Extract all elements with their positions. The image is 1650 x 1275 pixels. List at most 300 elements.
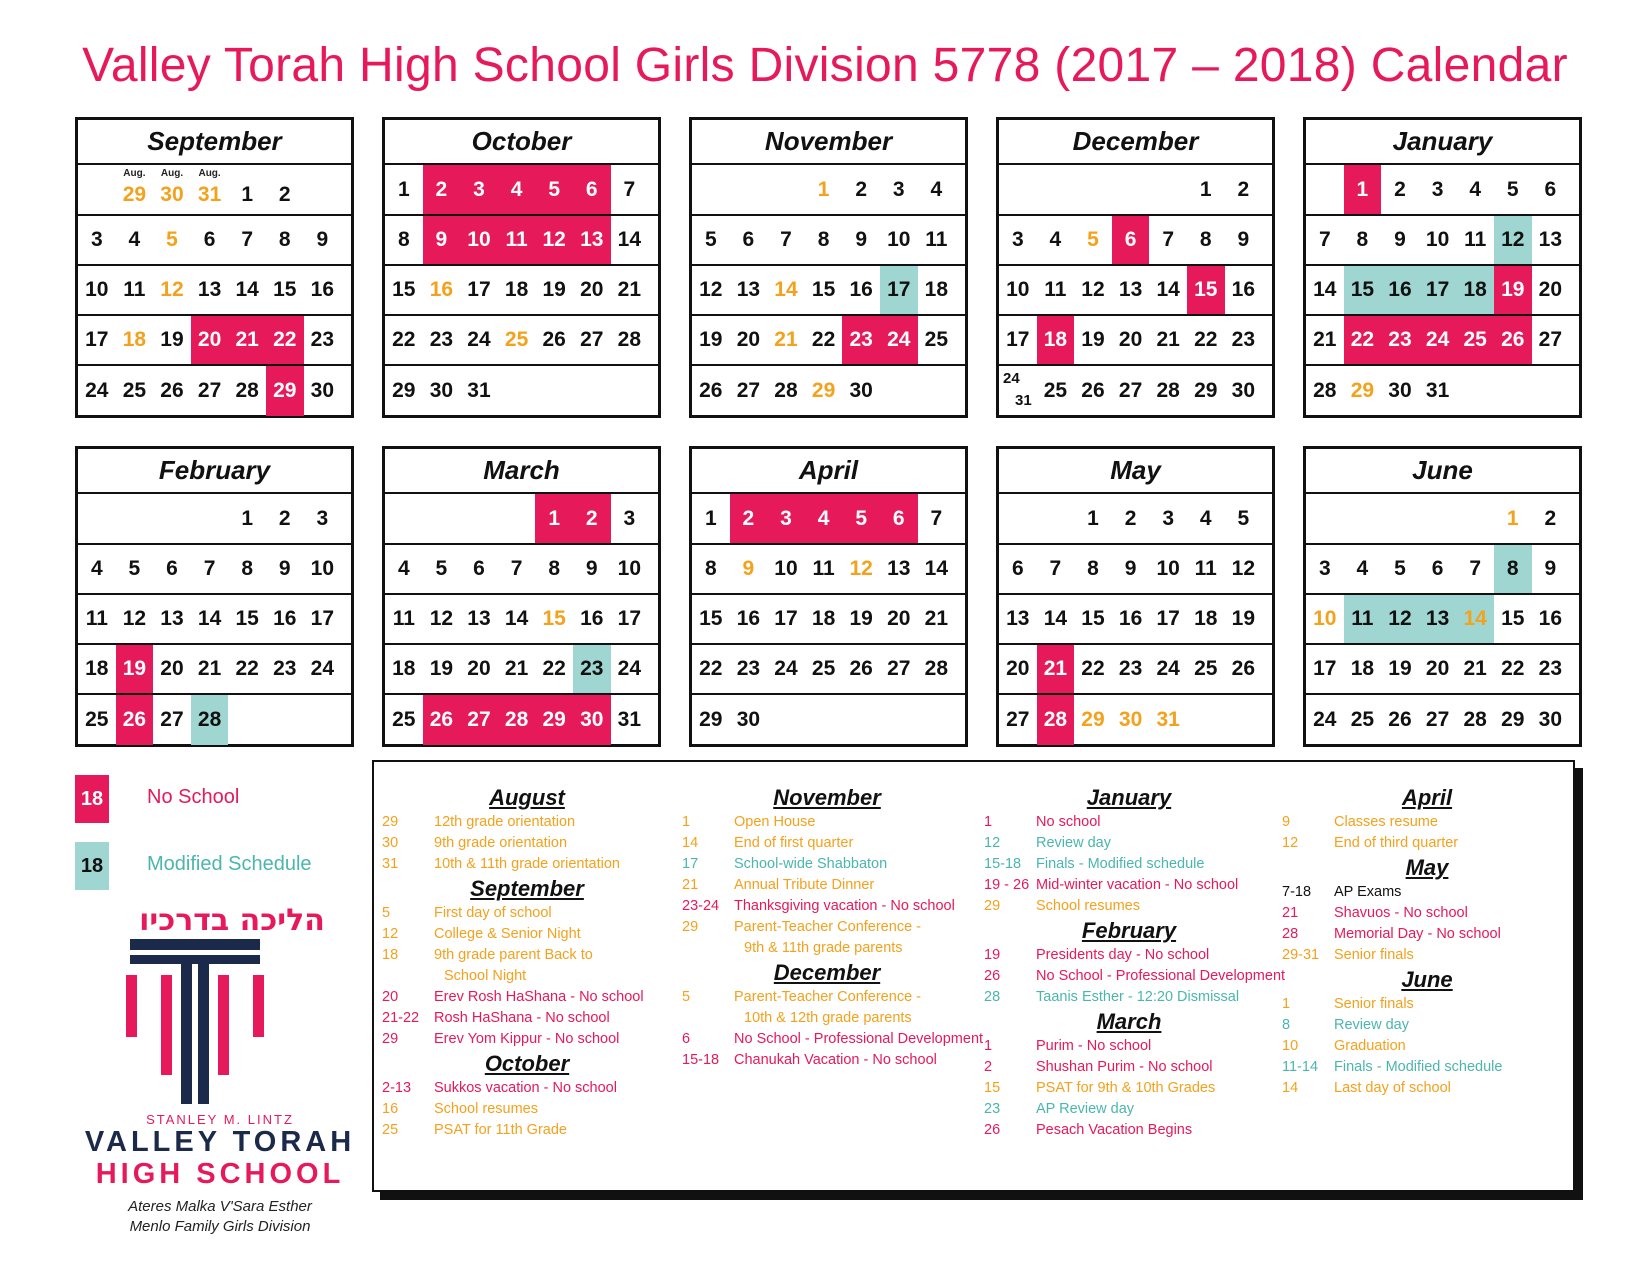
event-item bbox=[682, 833, 972, 854]
day-cell bbox=[611, 266, 649, 314]
event-date: 10 bbox=[1282, 1038, 1299, 1054]
day-number: 9 bbox=[1394, 228, 1406, 251]
day-number: 19 bbox=[1081, 328, 1105, 351]
day-cell bbox=[153, 366, 191, 416]
event-date: 2-13 bbox=[382, 1080, 412, 1096]
week-row bbox=[692, 595, 965, 645]
empty-cell bbox=[1112, 165, 1150, 214]
event-item bbox=[382, 1008, 672, 1029]
event-text: Purim - No school bbox=[1036, 1038, 1152, 1054]
week-row bbox=[692, 545, 965, 595]
day-cell bbox=[692, 595, 730, 643]
day-cell bbox=[266, 545, 304, 593]
day-cell bbox=[1381, 316, 1419, 364]
day-number: 27 bbox=[736, 379, 761, 402]
event-item bbox=[382, 903, 672, 924]
day-number: 16 bbox=[1538, 607, 1563, 630]
event-item bbox=[984, 945, 1274, 966]
week-row bbox=[999, 695, 1272, 745]
day-cell bbox=[1187, 216, 1225, 264]
day-number: 22 bbox=[1350, 328, 1375, 351]
day-number: 27 bbox=[887, 657, 911, 680]
day-number: 9 bbox=[435, 228, 448, 251]
event-date: 9 bbox=[1282, 814, 1291, 830]
prev-month-label: Aug. bbox=[160, 168, 184, 179]
event-date: 17 bbox=[682, 856, 699, 872]
week-row bbox=[78, 163, 351, 216]
day-number: 15 bbox=[235, 607, 259, 630]
prev-month-label: Aug. bbox=[198, 168, 221, 179]
day-number: 10 bbox=[467, 228, 491, 251]
event-item bbox=[1282, 833, 1572, 854]
school-division-line1: Ateres Malka V'Sara Esther bbox=[128, 1198, 312, 1215]
day-cell bbox=[692, 494, 730, 543]
event-date: 8 bbox=[1282, 1017, 1291, 1033]
event-date: 29 bbox=[382, 1031, 399, 1047]
day-cell bbox=[880, 316, 918, 364]
event-date: 19 - 26 bbox=[984, 877, 1030, 893]
day-cell bbox=[460, 216, 498, 264]
day-cell bbox=[1344, 645, 1382, 693]
day-number: 25 bbox=[811, 657, 836, 680]
day-number: 25 bbox=[1350, 708, 1375, 731]
day-cell bbox=[266, 366, 304, 416]
day-number: 6 bbox=[742, 228, 755, 251]
event-text: Taanis Esther - 12:20 Dismissal bbox=[1036, 989, 1240, 1005]
day-cell bbox=[805, 266, 843, 314]
day-cell bbox=[1494, 316, 1532, 364]
day-number: 27 bbox=[197, 379, 222, 402]
event-text: Parent-Teacher Conference - bbox=[734, 919, 921, 935]
empty-cell bbox=[1306, 494, 1344, 543]
day-cell bbox=[1225, 316, 1263, 364]
day-number: 16 bbox=[849, 278, 873, 301]
week-row bbox=[385, 216, 658, 266]
day-cell bbox=[1187, 595, 1225, 643]
empty-cell bbox=[1456, 366, 1494, 416]
day-cell bbox=[999, 695, 1037, 745]
day-number: 7 bbox=[1162, 228, 1175, 251]
day-cell bbox=[498, 595, 536, 643]
day-cell bbox=[304, 545, 342, 593]
day-number: 6 bbox=[1011, 557, 1024, 580]
day-cell bbox=[191, 266, 229, 314]
day-cell bbox=[266, 494, 304, 543]
event-text: Review day bbox=[1036, 835, 1111, 851]
day-cell bbox=[228, 645, 266, 693]
event-item bbox=[984, 896, 1274, 917]
day-number: 7 bbox=[1049, 557, 1062, 580]
day-number: 28 bbox=[617, 328, 642, 351]
day-cell bbox=[266, 216, 304, 264]
day-number: 10 bbox=[1313, 607, 1337, 630]
month-name: May bbox=[1110, 455, 1161, 485]
day-number: 20 bbox=[736, 328, 761, 351]
week-row bbox=[999, 163, 1272, 216]
day-number: 24 bbox=[1425, 328, 1450, 351]
day-number: 10 bbox=[85, 278, 109, 301]
day-cell bbox=[1187, 165, 1225, 214]
day-cell bbox=[573, 165, 611, 214]
week-row bbox=[385, 645, 658, 695]
empty-cell bbox=[880, 695, 918, 745]
empty-cell bbox=[1187, 695, 1225, 745]
day-number: 4 bbox=[1199, 506, 1212, 530]
day-cell bbox=[1112, 266, 1150, 314]
empty-cell bbox=[191, 494, 229, 543]
events-month-heading: May bbox=[1405, 855, 1449, 880]
day-cell bbox=[1494, 165, 1532, 214]
day-cell bbox=[611, 494, 649, 543]
day-cell bbox=[535, 695, 573, 745]
day-number: 29 bbox=[1194, 379, 1218, 402]
day-cell bbox=[191, 316, 229, 364]
day-number: 11 bbox=[123, 278, 146, 301]
day-number: 26 bbox=[849, 657, 873, 680]
day-number: 6 bbox=[1431, 557, 1444, 580]
day-cell bbox=[1225, 595, 1263, 643]
week-row bbox=[1306, 545, 1579, 595]
day-number: 5 bbox=[855, 506, 868, 530]
day-number: 21 bbox=[1156, 328, 1180, 351]
day-number: 8 bbox=[241, 557, 254, 580]
event-date: 26 bbox=[984, 968, 1001, 984]
event-item bbox=[682, 1050, 972, 1071]
day-cell bbox=[304, 366, 342, 416]
day-cell bbox=[423, 216, 461, 264]
page-title: Valley Torah High School Girls Division 5778 (2017 – 2018) Calendar bbox=[82, 39, 1568, 92]
day-number: 13 bbox=[1425, 607, 1450, 630]
day-cell bbox=[730, 645, 768, 693]
day-cell bbox=[1381, 216, 1419, 264]
day-number: 30 bbox=[310, 379, 335, 402]
day-number: 1 bbox=[1087, 506, 1099, 530]
day-number: 4 bbox=[90, 557, 103, 580]
day-number: 23 bbox=[1118, 657, 1143, 680]
day-number: 11 bbox=[1464, 228, 1487, 251]
day-cell bbox=[692, 316, 730, 364]
month-april bbox=[689, 446, 968, 747]
day-number: 25 bbox=[504, 328, 529, 351]
day-cell bbox=[918, 216, 956, 264]
day-cell bbox=[460, 645, 498, 693]
day-number: 14 bbox=[1463, 607, 1487, 630]
day-number: 17 bbox=[1156, 607, 1180, 630]
day-number: 31 bbox=[1425, 379, 1450, 402]
day-cell bbox=[153, 545, 191, 593]
day-number: 7 bbox=[623, 177, 636, 201]
day-number: 1 bbox=[1356, 177, 1369, 201]
day-cell bbox=[116, 216, 154, 264]
day-number: 7 bbox=[1469, 557, 1482, 580]
day-number: 11 bbox=[1044, 278, 1067, 301]
day-number: 31 bbox=[1015, 392, 1032, 409]
day-cell bbox=[78, 266, 116, 314]
event-text: AP Exams bbox=[1334, 884, 1402, 900]
day-number: 6 bbox=[1544, 177, 1557, 201]
event-text: Sukkos vacation - No school bbox=[434, 1080, 617, 1096]
event-date: 29-31 bbox=[1282, 947, 1320, 963]
day-number: 9 bbox=[316, 228, 329, 251]
day-number: 14 bbox=[197, 607, 222, 630]
event-text: Finals - Modified schedule bbox=[1036, 856, 1205, 872]
day-cell bbox=[842, 494, 880, 543]
event-text: Mid-winter vacation - No school bbox=[1036, 877, 1239, 893]
day-number: 30 bbox=[160, 182, 184, 206]
week-row bbox=[999, 316, 1272, 366]
week-row bbox=[1306, 695, 1579, 745]
day-number: 25 bbox=[924, 328, 949, 351]
day-cell bbox=[423, 165, 461, 214]
day-number: 20 bbox=[887, 607, 911, 630]
day-number: 13 bbox=[160, 607, 184, 630]
day-cell bbox=[460, 595, 498, 643]
day-number: 7 bbox=[510, 557, 523, 580]
day-number: 14 bbox=[235, 278, 259, 301]
month-name: June bbox=[1412, 455, 1473, 485]
day-number: 30 bbox=[1388, 379, 1412, 402]
day-cell bbox=[918, 494, 956, 543]
day-number: 24 bbox=[1313, 708, 1337, 731]
day-number: 17 bbox=[1313, 657, 1337, 680]
day-cell bbox=[611, 595, 649, 643]
day-number: 10 bbox=[1156, 557, 1180, 580]
day-number: 7 bbox=[241, 228, 254, 251]
day-cell bbox=[767, 645, 805, 693]
event-item bbox=[682, 1029, 984, 1050]
week-row bbox=[385, 492, 658, 545]
day-number: 15 bbox=[1194, 278, 1218, 301]
day-cell bbox=[228, 266, 266, 314]
empty-cell bbox=[266, 695, 304, 745]
week-row bbox=[78, 316, 351, 366]
events-month-heading: January bbox=[1086, 785, 1172, 810]
event-text: 9th grade parent Back to bbox=[434, 947, 593, 963]
day-number: 19 bbox=[1388, 657, 1412, 680]
event-item bbox=[984, 833, 1274, 854]
day-cell bbox=[1344, 316, 1382, 364]
event-item bbox=[984, 1057, 1274, 1078]
day-number: 29 bbox=[122, 182, 147, 206]
day-number: 5 bbox=[704, 228, 717, 251]
day-cell bbox=[1306, 216, 1344, 264]
legend-sample: 18 bbox=[80, 854, 104, 877]
day-number: 27 bbox=[1538, 328, 1563, 351]
event-text: College & Senior Night bbox=[434, 926, 581, 942]
empty-cell bbox=[116, 494, 154, 543]
day-number: 12 bbox=[1388, 607, 1412, 630]
day-cell bbox=[1456, 316, 1494, 364]
day-number: 14 bbox=[924, 557, 949, 580]
day-number: 18 bbox=[122, 328, 147, 351]
day-cell bbox=[1494, 645, 1532, 693]
month-name: December bbox=[1072, 126, 1199, 156]
day-number: 28 bbox=[197, 708, 222, 731]
day-cell bbox=[880, 595, 918, 643]
day-cell bbox=[880, 545, 918, 593]
day-cell bbox=[1112, 695, 1150, 745]
event-text: Finals - Modified schedule bbox=[1334, 1059, 1503, 1075]
day-number: 12 bbox=[849, 557, 873, 580]
day-cell bbox=[1381, 545, 1419, 593]
day-cell bbox=[1037, 316, 1075, 364]
day-cell bbox=[78, 366, 116, 416]
event-text: First day of school bbox=[434, 905, 552, 921]
day-cell bbox=[611, 165, 649, 214]
day-cell bbox=[460, 545, 498, 593]
day-cell bbox=[191, 216, 229, 264]
day-cell bbox=[730, 595, 768, 643]
day-cell bbox=[304, 494, 342, 543]
day-number: 28 bbox=[504, 708, 529, 731]
day-number: 20 bbox=[467, 657, 491, 680]
school-name-line1: STANLEY M. LINTZ bbox=[146, 1112, 294, 1127]
empty-cell bbox=[573, 366, 611, 416]
day-cell bbox=[1037, 645, 1075, 693]
day-number: 18 bbox=[85, 657, 109, 680]
day-cell bbox=[1344, 216, 1382, 264]
day-number: 30 bbox=[1118, 708, 1143, 731]
day-number: 18 bbox=[1350, 657, 1375, 680]
empty-cell bbox=[460, 494, 498, 543]
day-cell bbox=[1187, 266, 1225, 314]
day-cell bbox=[999, 366, 1037, 416]
day-cell bbox=[918, 545, 956, 593]
day-number: 2 bbox=[1237, 177, 1250, 201]
day-cell bbox=[1456, 595, 1494, 643]
day-cell bbox=[999, 216, 1037, 264]
day-cell bbox=[880, 494, 918, 543]
events-month-heading: February bbox=[1081, 918, 1177, 943]
event-date: 29 bbox=[382, 814, 399, 830]
day-cell bbox=[999, 645, 1037, 693]
day-cell bbox=[730, 216, 768, 264]
day-cell bbox=[1494, 266, 1532, 314]
day-number: 6 bbox=[1124, 228, 1137, 251]
day-number: 2 bbox=[855, 177, 868, 201]
day-cell bbox=[1419, 366, 1457, 416]
event-date: 28 bbox=[1282, 926, 1299, 942]
day-number: 5 bbox=[1394, 557, 1406, 580]
month-name: February bbox=[158, 455, 271, 485]
day-cell bbox=[1225, 545, 1263, 593]
day-number: 24 bbox=[467, 328, 491, 351]
day-number: 16 bbox=[1118, 607, 1143, 630]
event-text: No School - Professional Development bbox=[734, 1031, 984, 1047]
event-item bbox=[984, 854, 1274, 875]
day-cell bbox=[1225, 216, 1263, 264]
day-cell bbox=[423, 366, 461, 416]
day-number: 23 bbox=[849, 328, 873, 351]
day-number: 29 bbox=[542, 708, 566, 731]
day-cell bbox=[692, 545, 730, 593]
school-name-line2: VALLEY TORAH bbox=[84, 1126, 356, 1158]
day-cell bbox=[266, 266, 304, 314]
event-text: 9th & 11th grade parents bbox=[744, 940, 903, 956]
day-number: 21 bbox=[1043, 657, 1068, 680]
day-number: 30 bbox=[849, 379, 873, 402]
day-number: 1 bbox=[817, 177, 830, 201]
event-text: Presidents day - No school bbox=[1036, 947, 1210, 963]
empty-cell bbox=[880, 366, 918, 416]
event-item bbox=[1282, 994, 1572, 1015]
events-month-heading: December bbox=[773, 960, 881, 985]
day-number: 28 bbox=[1043, 708, 1068, 731]
day-number: 4 bbox=[930, 177, 943, 201]
day-number: 25 bbox=[1043, 379, 1068, 402]
day-number: 15 bbox=[1501, 607, 1525, 630]
day-number: 29 bbox=[811, 379, 836, 402]
day-cell bbox=[573, 545, 611, 593]
events-month-heading: September bbox=[470, 876, 584, 901]
day-number: 17 bbox=[1006, 328, 1030, 351]
event-item bbox=[1282, 812, 1572, 833]
day-cell bbox=[116, 545, 154, 593]
day-cell bbox=[730, 316, 768, 364]
day-number: 23 bbox=[580, 657, 604, 680]
day-cell bbox=[1419, 695, 1457, 745]
day-cell bbox=[999, 595, 1037, 643]
event-date: 21 bbox=[1282, 905, 1299, 921]
day-cell bbox=[1187, 316, 1225, 364]
day-cell bbox=[116, 595, 154, 643]
day-number: 11 bbox=[1194, 557, 1217, 580]
day-number: 9 bbox=[585, 557, 598, 580]
month-september bbox=[75, 117, 354, 418]
day-number: 16 bbox=[1231, 278, 1256, 301]
day-number: 26 bbox=[1388, 708, 1412, 731]
event-text: End of third quarter bbox=[1334, 835, 1459, 851]
event-item bbox=[984, 1036, 1274, 1057]
event-date: 21 bbox=[682, 877, 699, 893]
day-number: 24 bbox=[1003, 370, 1020, 387]
school-name-line3: HIGH SCHOOL bbox=[95, 1158, 345, 1190]
day-number: 16 bbox=[273, 607, 297, 630]
day-number: 1 bbox=[704, 506, 717, 530]
month-name: April bbox=[798, 455, 859, 485]
day-cell bbox=[1344, 165, 1382, 214]
week-row bbox=[999, 266, 1272, 316]
month-name: January bbox=[1392, 126, 1493, 156]
day-cell bbox=[228, 216, 266, 264]
day-number: 4 bbox=[510, 177, 523, 201]
week-row bbox=[385, 366, 658, 416]
day-number: 13 bbox=[580, 228, 604, 251]
empty-cell bbox=[1306, 165, 1344, 214]
day-cell bbox=[1112, 645, 1150, 693]
day-number: 15 bbox=[699, 607, 723, 630]
day-cell bbox=[191, 366, 229, 416]
day-number: 2 bbox=[435, 177, 448, 201]
day-number: 28 bbox=[1313, 379, 1337, 402]
event-date: 1 bbox=[682, 814, 691, 830]
empty-cell bbox=[1419, 494, 1457, 543]
day-cell bbox=[191, 595, 229, 643]
event-item bbox=[382, 924, 672, 945]
event-date: 20 bbox=[382, 989, 399, 1005]
event-date: 15-18 bbox=[984, 856, 1022, 872]
month-march bbox=[382, 446, 661, 747]
event-date: 30 bbox=[382, 835, 399, 851]
empty-cell bbox=[1381, 494, 1419, 543]
month-june bbox=[1303, 446, 1582, 747]
day-number: 23 bbox=[310, 328, 335, 351]
event-text: 10th & 11th grade orientation bbox=[434, 856, 620, 872]
day-number: 6 bbox=[203, 228, 216, 251]
day-cell bbox=[228, 494, 266, 543]
day-cell bbox=[1037, 366, 1075, 416]
event-text: School-wide Shabbaton bbox=[734, 856, 888, 872]
